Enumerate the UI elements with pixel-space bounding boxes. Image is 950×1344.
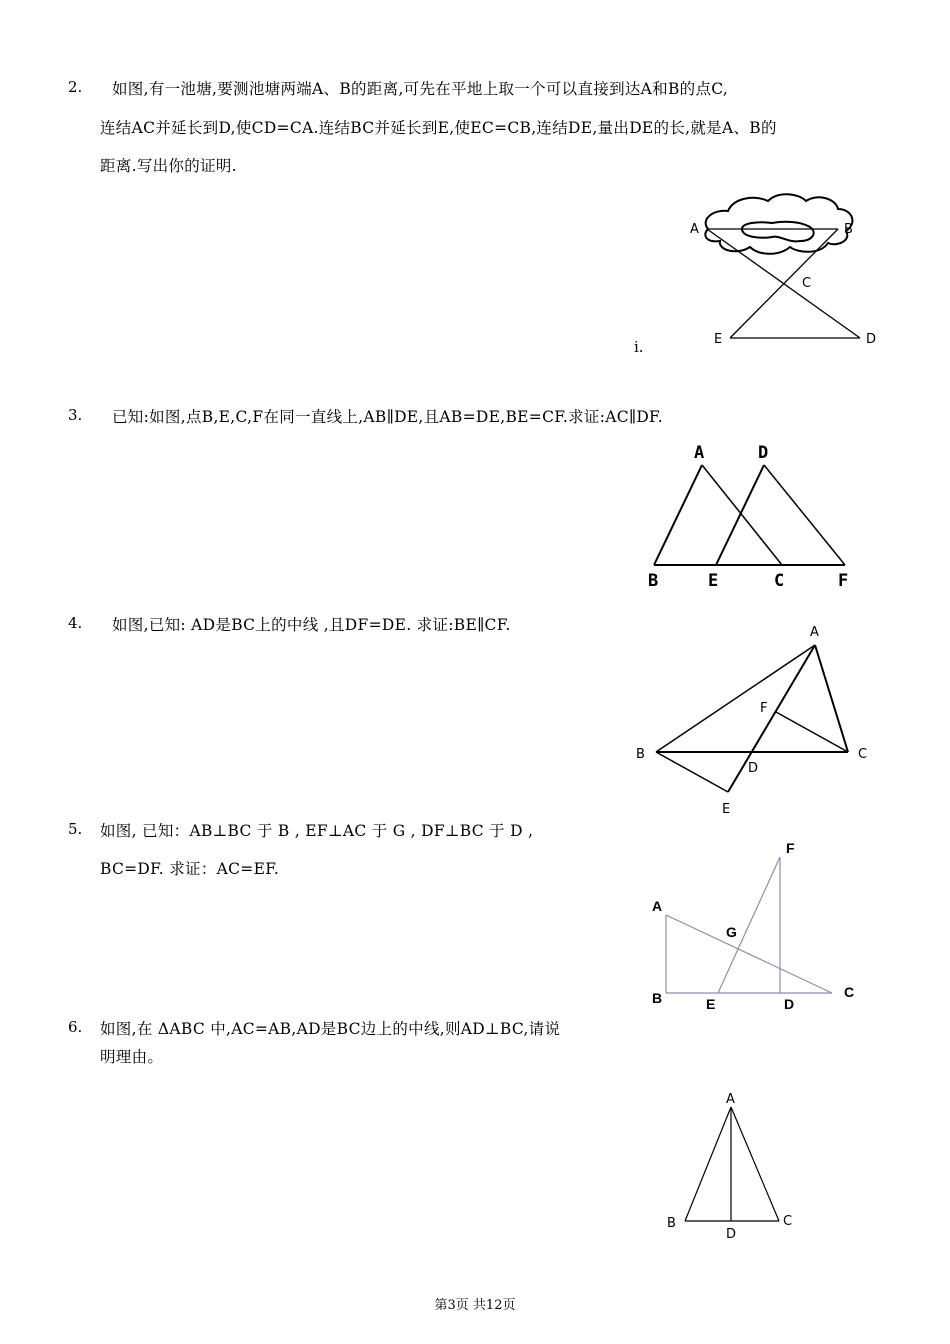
figure-marker: i. [634,338,644,356]
label-D: D [784,996,795,1012]
label-E: E [708,571,719,591]
figure-pond [680,185,890,360]
label-G: G [726,924,737,940]
figure-median [630,620,880,820]
problem-2-number: 2. [68,78,83,96]
problem-3-number: 3. [68,406,83,424]
label-E: E [714,332,723,347]
label-B: B [636,747,645,762]
label-A: A [690,222,699,237]
label-F: F [786,840,795,856]
problem-2-line-3: 距离.写出你的证明. [100,157,237,175]
label-B: B [667,1216,676,1231]
problem-5-line-1: 如图, 已知：AB⊥BC 于 B , EF⊥AC 于 G , DF⊥BC 于 D , [100,822,534,840]
label-D: D [866,332,877,347]
problem-2-line-1: 如图,有一池塘,要测池塘两端A、B的距离,可先在平地上取一个可以直接到达A和B的点C, [112,80,729,98]
problem-6-line-1: 如图,在 ΔABC 中,AC=AB,AD是BC边上的中线,则AD⊥BC,请说 [100,1020,561,1038]
label-A: A [726,1092,735,1107]
figure-perpendiculars [640,835,870,1015]
problem-6-line-2: 明理由。 [100,1048,164,1066]
label-B: B [844,222,853,237]
label-A: A [810,625,819,640]
problem-5-number: 5. [68,820,83,838]
label-A: A [652,898,663,914]
figure-triangles-bef [640,438,870,593]
label-C: C [774,571,785,591]
label-D: D [748,761,759,776]
label-C: C [858,747,868,762]
label-D: D [726,1227,737,1242]
label-E: E [706,996,716,1012]
figure-isosceles [655,1085,805,1245]
problem-3-line-1: 已知:如图,点B,E,C,F在同一直线上,AB∥DE,且AB=DE,BE=CF.求证:AC∥DF. [112,408,663,426]
label-B: B [648,571,659,591]
problem-4-number: 4. [68,614,83,632]
label-B: B [652,990,663,1006]
label-F: F [838,571,849,591]
label-E: E [722,802,731,817]
label-C: C [844,984,855,1000]
problem-2-line-2: 连结AC并延长到D,使CD=CA.连结BC并延长到E,使EC=CB,连结DE,量出DE的长,就是A、B的 [100,119,777,137]
label-A: A [694,443,705,463]
label-C: C [802,276,812,291]
problem-4-line-1: 如图,已知: AD是BC上的中线 ,且DF=DE. 求证:BE∥CF. [112,616,511,634]
label-F: F [760,701,768,716]
page-footer: 第3页 共12页 [434,1298,516,1313]
label-D: D [758,443,769,463]
problem-5-line-2: BC=DF. 求证：AC=EF. [100,860,280,878]
problem-6-number: 6. [68,1018,83,1036]
label-C: C [783,1214,793,1229]
